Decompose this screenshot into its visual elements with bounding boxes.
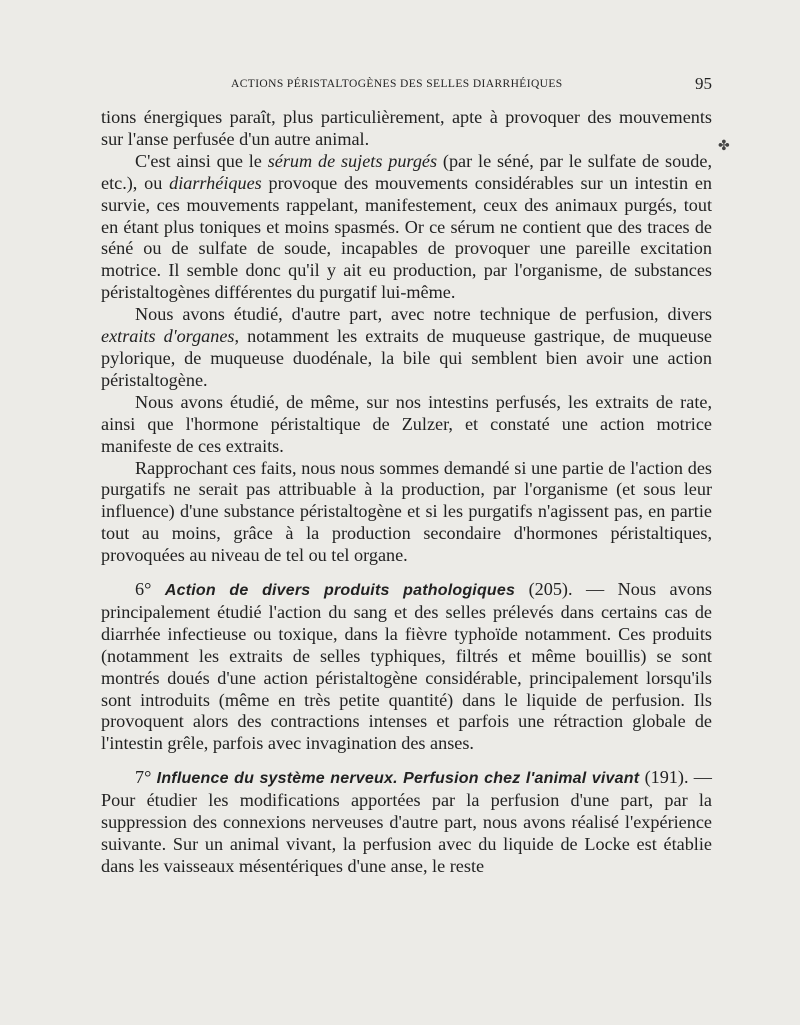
page-header <box>100 74 712 98</box>
text-run: provoque des mouvements considérables sur un intestin en survie, ces mouvements rappelant, manifestement, ceux des animaux purgés, tout en étant plus toniques et moins spasmés. Or ce sérum ne contient que des traces de séné ou de sulfate de soude, incapables de provoquer une pareille excitation motrice. Il semble donc qu'il y ait eu production, par l'organisme, de substances péristaltogènes différentes du purgatif lui-même. <box>101 172 712 303</box>
text-run: , notamment les extraits de muqueuse gastrique, de muqueuse pylorique, de muqueuse duodénale, la bile qui semblent bien avoir une action péristaltogène. <box>101 326 712 390</box>
text-run: tions énergiques paraît, plus particulièrement, apte à provoquer des mouvements sur l'anse perfusée d'un autre animal. <box>101 107 712 149</box>
italic-term: extraits d'organes <box>101 326 235 347</box>
page-number: 95 <box>695 74 712 93</box>
body-text <box>101 107 712 878</box>
paragraph <box>101 304 712 392</box>
section-heading: Action de divers produits pathologiques <box>164 582 516 600</box>
text-run: C'est ainsi que le <box>135 150 268 171</box>
paragraph <box>101 151 712 304</box>
text-run: 7° <box>135 767 157 788</box>
text-run: (191). — Pour étudier les modifications apportées par la perfusion d'une part, par la suppression des connexions nerveuses d'autre part, nous avons réalisé l'expérience suivante. Sur un animal vivant, la perfusion avec du liquide de Locke est établie dans les vaisseaux mésentériques d'une anse, le reste <box>101 767 712 876</box>
paragraph <box>101 458 712 568</box>
text-run: Nous avons étudié, de même, sur nos intestins perfusés, les extraits de rate, ainsi que l'hormone péristaltique de Zulzer, et constaté une action motrice manifeste de ces extraits. <box>101 391 712 456</box>
text-run: Nous avons étudié, d'autre part, avec notre technique de perfusion, divers <box>135 304 712 325</box>
running-head: ACTIONS PÉRISTALTOGÈNES DES SELLES DIARRHÉIQUES <box>231 78 563 90</box>
text-run: Rapprochant ces faits, nous nous sommes demandé si une partie de l'action des purgatifs ne serait pas attribuable à la production, par l'organisme (et sous leur influence) d'une substance péristaltogène et si les purgatifs n'agissent pas, en partie tout au moins, grâce à la production secondaire d'hormones péristaltiques, provoquées au niveau de tel ou tel organe. <box>101 457 712 566</box>
section-heading: Influence du système nerveux. Perfusion chez l'animal vivant <box>156 770 640 788</box>
text-run: (par le séné, par le sulfate de soude, etc.), ou <box>101 150 712 193</box>
paragraph <box>101 579 712 755</box>
text-run: (205). — Nous avons principalement étudié l'action du sang et des selles prélevés dans certains cas de diarrhée infectieuse ou toxique, dans la fièvre typhoïde notamment. Ces produits (notamment les extraits de selles typhiques, filtrés et même bouillis) se sont montrés doués d'une action péristaltogène considérable, principalement lorsqu'ils sont introduits (même en très petite quantité) dans le liquide de perfusion. Ils provoquent alors des contractions intenses et parfois une rétraction globale de l'intestin grêle, parfois avec invagination des anses. <box>101 579 712 754</box>
text-run: 6° <box>135 579 165 600</box>
italic-term: diarrhéiques <box>169 172 262 193</box>
margin-mark: ✤ <box>718 139 730 154</box>
paragraph <box>101 107 712 151</box>
paragraph <box>101 392 712 458</box>
paragraph <box>101 767 712 878</box>
italic-term: sérum de sujets purgés <box>267 150 438 171</box>
